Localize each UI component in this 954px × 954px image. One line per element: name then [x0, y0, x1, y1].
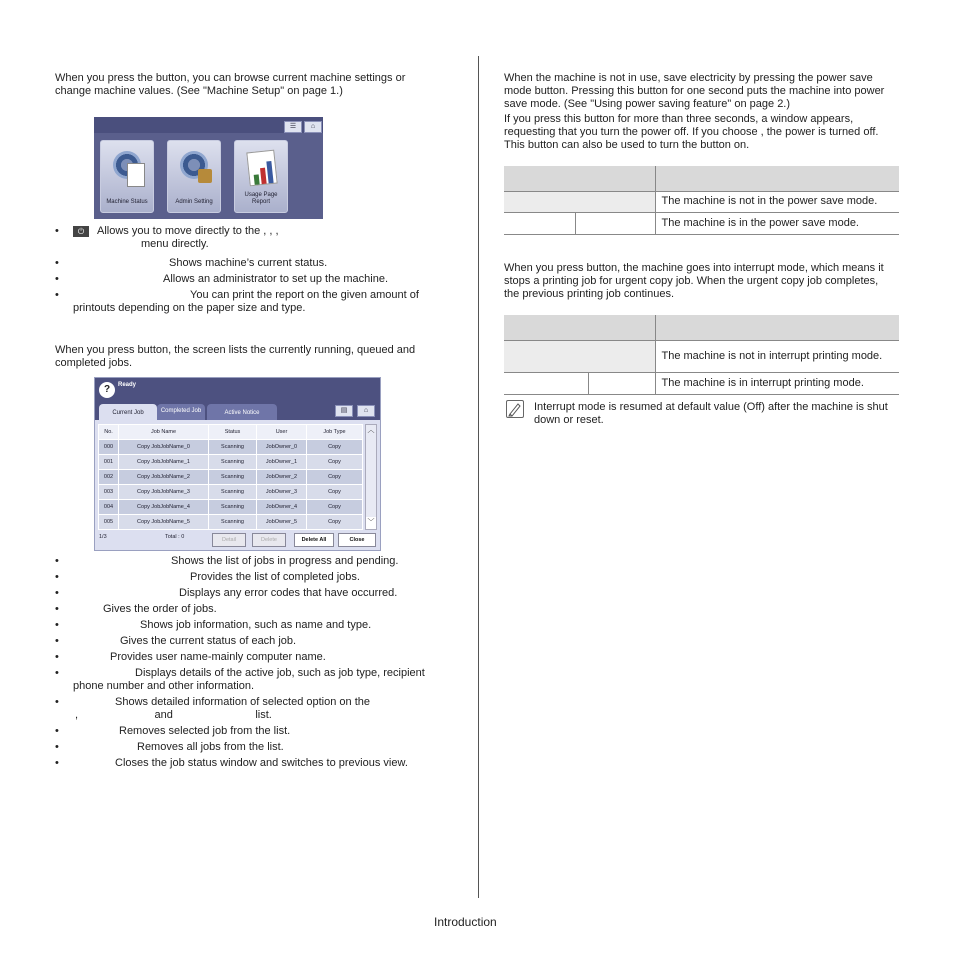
table-cell: The machine is not in interrupt printing mode. — [655, 340, 899, 372]
job-status-intro: When you press button, the screen lists the currently running, queued and completed jobs. — [55, 344, 416, 369]
delete-all-button: Delete All — [294, 533, 334, 547]
tab-completed-job: Completed Job — [157, 404, 205, 420]
job-status-bullets — [55, 555, 455, 770]
delete-button: Delete — [252, 533, 286, 547]
list-item: • Removes selected job from the list. — [55, 725, 455, 738]
list-item: • Shows job information, such as name and type. — [55, 619, 455, 632]
list-item: • Gives the current status of each job. — [55, 635, 455, 648]
tile-label: Admin Setting — [175, 199, 213, 205]
list-item: • ⏻ Allows you to move directly to the , , , menu directly. — [55, 225, 450, 251]
table-row: 001 Copy JobJobName_1 Scanning JobOwner_1 Copy — [99, 455, 363, 470]
interrupt-table — [504, 315, 899, 395]
list-item: • Closes the job status window and switches to previous view. — [55, 757, 455, 770]
tile-label: Machine Status — [106, 199, 148, 205]
column-divider — [478, 56, 479, 898]
table-row: 003 Copy JobJobName_3 Scanning JobOwner_3 Copy — [99, 485, 363, 500]
close-button: Close — [338, 533, 376, 547]
scrollbar — [365, 424, 377, 530]
tab-active-notice: Active Notice — [207, 404, 277, 420]
lock-icon — [198, 169, 212, 183]
tile-label: Usage Page Report — [244, 192, 278, 205]
list-item: • Removes all jobs from the list. — [55, 741, 455, 754]
power-save-paragraph-2: If you press this button for more than three seconds, a window appears, requesting that you turn the power off. If you choose , the power is turned off. This button can also be used to turn the button on. — [504, 113, 879, 151]
job-table: No. Job Name Status User Job Type 000 Copy JobJobName_0 Scanning JobOwner_0 Copy 001 Copy JobJobName_1 Scanning JobOwner_1 Copy 002 Copy JobJobName_2 Scanning JobOwner_2 Copy 003 Copy JobJobName_3 Scanning JobOwner_3 Copy 004 Copy JobJobName_4 Scanning JobOwner_4 Copy 005 Copy JobJobName_5 Scanning JobOwner_5 Copy — [98, 424, 363, 530]
table-row: 000 Copy JobJobName_0 Scanning JobOwner_0 Copy — [99, 440, 363, 455]
power-save-paragraph-1: When the machine is not in use, save electricity by pressing the power save mode button. Pressing this button for one second puts the machine into power save mode. (See "Using power saving feature" on page 2.) — [504, 72, 885, 110]
table-row: 002 Copy JobJobName_2 Scanning JobOwner_2 Copy — [99, 470, 363, 485]
table-cell: The machine is in interrupt printing mode. — [655, 372, 899, 394]
list-item: • Shows detailed information of selected option on the , and list. — [55, 696, 455, 722]
job-status-screenshot — [94, 377, 381, 551]
tile-usage-page-report — [234, 140, 288, 213]
tile-admin-setting — [167, 140, 221, 213]
detail-button: Detail — [212, 533, 246, 547]
table-row: 005 Copy JobJobName_5 Scanning JobOwner_5 Copy — [99, 515, 363, 530]
tile-machine-status — [100, 140, 154, 213]
ms-toolbar — [94, 117, 323, 133]
status-title: Ready — [118, 382, 137, 388]
help-icon: ☰ — [284, 121, 302, 133]
power-save-table — [504, 166, 899, 235]
table-cell: The machine is not in the power save mode. — [655, 191, 899, 212]
list-item: • Gives the order of jobs. — [55, 603, 455, 616]
interrupt-paragraph: When you press button, the machine goes into interrupt mode, which means it stops a printing job for urgent copy job. When the urgent copy job completes, the previous printing job continues. — [504, 262, 884, 300]
list-item: • Allows an administrator to set up the machine. — [55, 273, 450, 286]
page-footer: Introduction — [434, 915, 497, 929]
home-icon: ⌂ — [304, 121, 322, 133]
table-cell: The machine is in the power save mode. — [655, 212, 899, 234]
total-count: Total : 0 — [165, 534, 185, 540]
report-chart-icon — [246, 150, 277, 187]
list-item: • Shows machine’s current status. — [55, 257, 450, 270]
machine-setup-screenshot — [94, 117, 323, 219]
list-item: • Provides the list of completed jobs. — [55, 571, 455, 584]
chevron-down-icon: ﹀ — [366, 517, 376, 529]
list-item: • Provides user name-mainly computer name. — [55, 651, 455, 664]
home-icon: ⌂ — [357, 405, 375, 417]
machine-setup-intro: When you press the button, you can browse current machine settings or change machine values. (See "Machine Setup" on page 1.) — [55, 72, 406, 97]
list-item: • Shows the list of jobs in progress and pending. — [55, 555, 455, 568]
list-item: • You can print the report on the given amount of printouts depending on the paper size and type. — [55, 289, 450, 315]
tab-current-job: Current Job — [99, 404, 157, 420]
help-icon: ? — [99, 382, 115, 398]
note-pencil-icon — [506, 400, 524, 418]
page-indicator: 1/3 — [99, 534, 107, 540]
table-row: 004 Copy JobJobName_4 Scanning JobOwner_4 Copy — [99, 500, 363, 515]
list-item: • Displays any error codes that have occurred. — [55, 587, 455, 600]
note-text: Interrupt mode is resumed at default value (Off) after the machine is shut down or reset. — [534, 401, 888, 426]
chevron-up-icon: ︿ — [367, 427, 375, 434]
list-item: • Displays details of the active job, such as job type, recipient phone number and other information. — [55, 667, 455, 693]
document-icon — [127, 163, 145, 187]
print-icon: ▤ — [335, 405, 353, 417]
power-icon: ⏻ — [73, 226, 89, 237]
machine-setup-bullets — [55, 225, 450, 315]
